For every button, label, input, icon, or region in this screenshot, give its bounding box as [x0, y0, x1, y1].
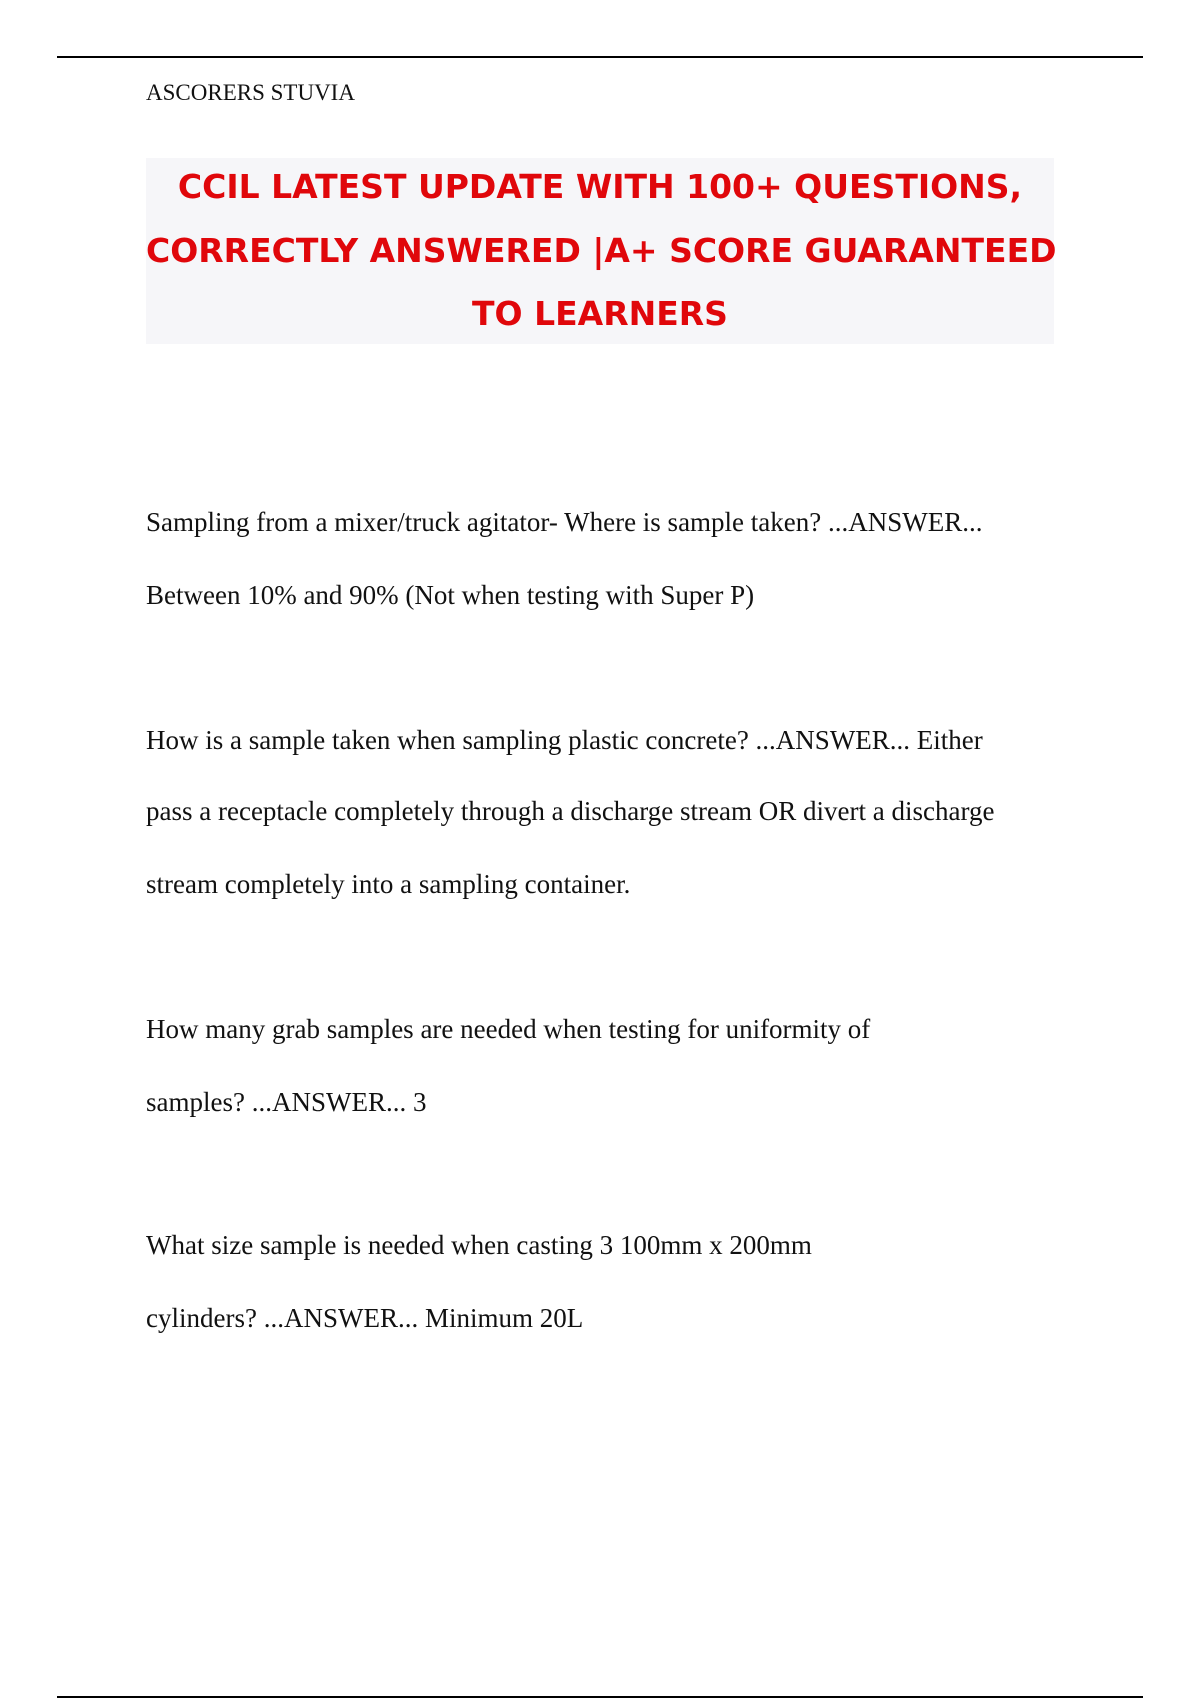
question-line: What size sample is needed when casting 3 100mm x 200mm	[146, 1230, 812, 1260]
question-line: How is a sample taken when sampling plastic concrete? ...ANSWER... Either	[146, 725, 983, 755]
title-banner	[146, 158, 1057, 344]
answer-line: samples? ...ANSWER... 3	[146, 1087, 427, 1117]
answer-line: pass a receptacle completely through a discharge stream OR divert a discharge	[146, 796, 995, 826]
bottom-rule	[57, 1696, 1143, 1698]
document-header: ASCORERS STUVIA	[146, 80, 355, 105]
question-line: How many grab samples are needed when testing for uniformity of	[146, 1014, 871, 1044]
answer-line: Between 10% and 90% (Not when testing with Super P)	[146, 580, 755, 610]
title-line: CORRECTLY ANSWERED |A+ SCORE GUARANTEED	[146, 231, 1057, 270]
question-line: Sampling from a mixer/truck agitator- Where is sample taken? ...ANSWER...	[146, 507, 983, 537]
title-line: CCIL LATEST UPDATE WITH 100+ QUESTIONS,	[177, 167, 1023, 206]
answer-line: stream completely into a sampling container.	[146, 869, 631, 899]
title-line: TO LEARNERS	[472, 294, 728, 333]
answer-line: cylinders? ...ANSWER... Minimum 20L	[146, 1303, 584, 1333]
top-rule	[57, 56, 1143, 58]
